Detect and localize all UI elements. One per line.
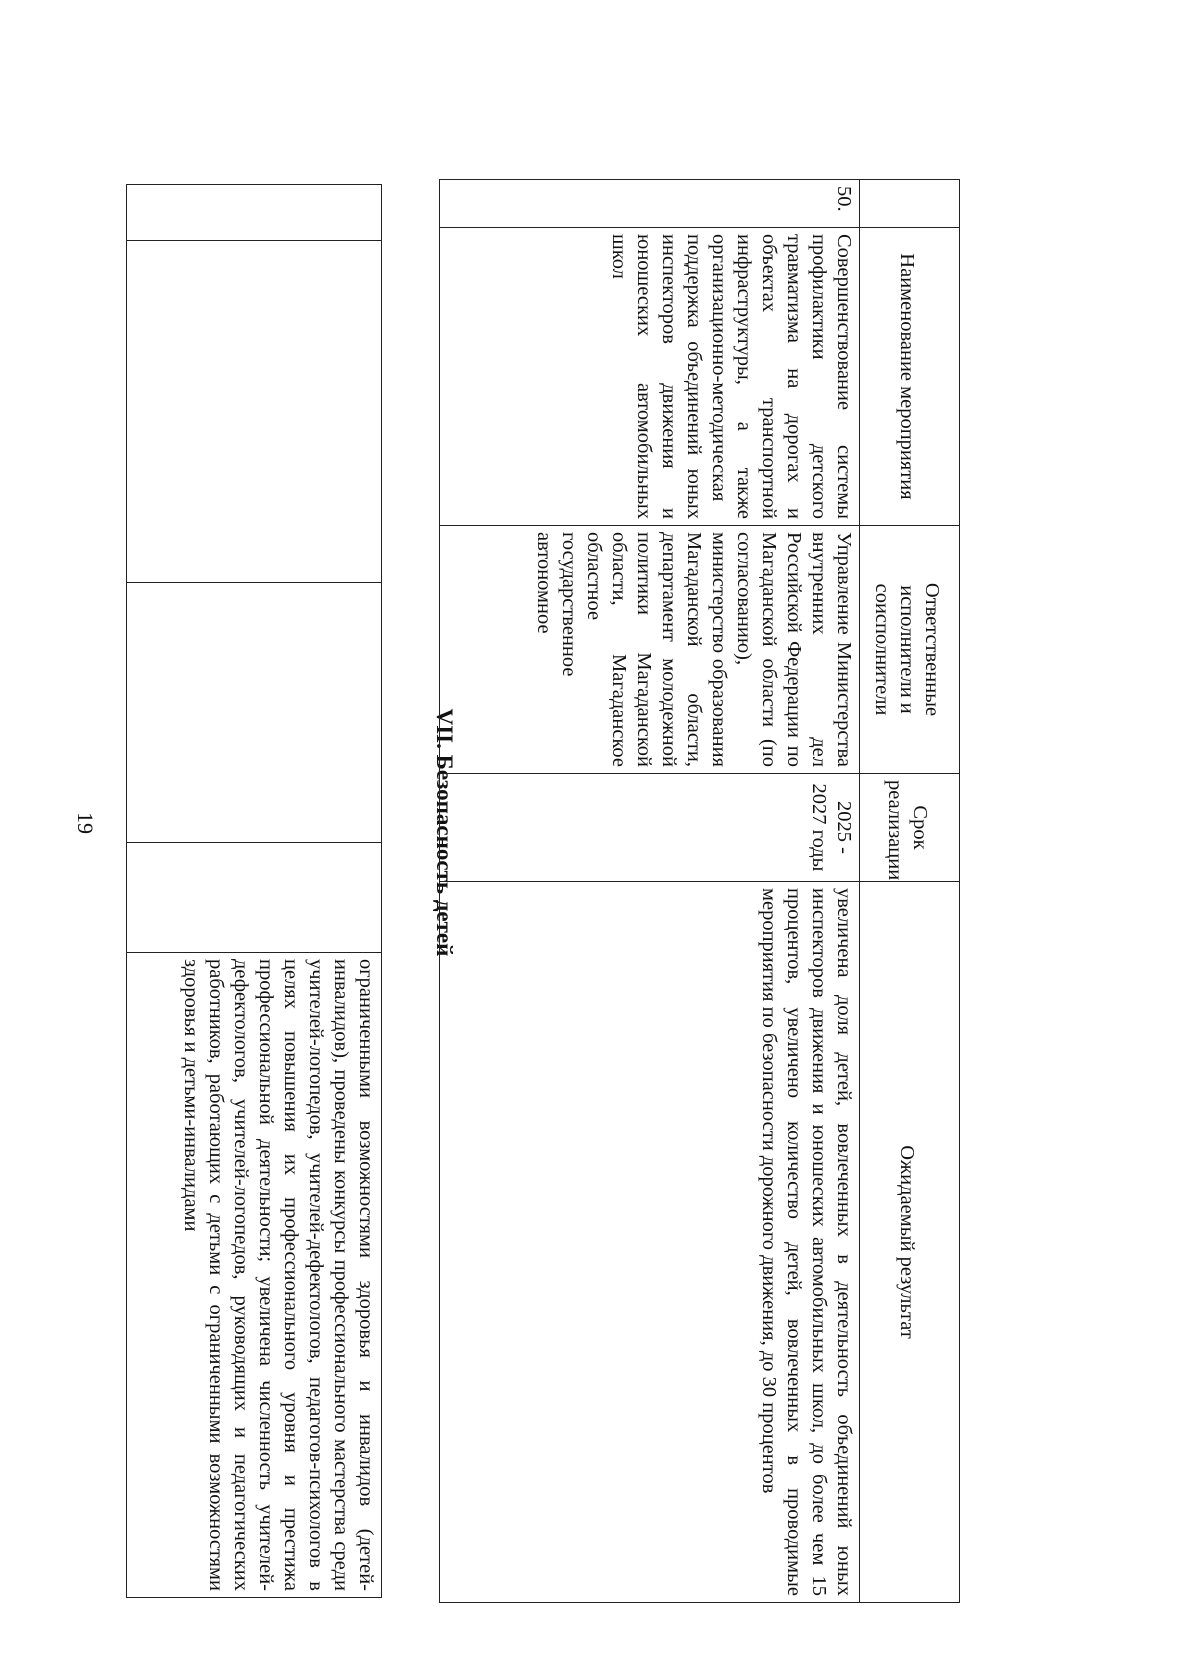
header-responsible: Ответственные исполнители и соисполнители: [860, 526, 960, 774]
continued-responsible-cell: [127, 583, 382, 843]
header-row: [860, 180, 960, 1603]
row-term: 2025 - 2027 годы: [440, 774, 860, 882]
header-term: Срок реализации: [860, 774, 960, 882]
row-responsible: Управление Министерства внутренних дел Российской Федерации по Магаданской области (по согласованию), министерство образования Магаданской области, департамент молодежной политики Магаданской области, Магаданское областное государственное автономное: [440, 526, 860, 774]
row-number: 50.: [440, 180, 860, 228]
safety-table: [439, 179, 960, 1603]
header-name: Наименование мероприятия: [860, 228, 960, 526]
continued-row: [127, 185, 382, 1598]
row-name: Совершенствование системы профилактики детского травматизма на дорогах и объектах транспортной инфраструктуры, а также организационно-методическая поддержка объединений юных инспекторов движения и юношеских автомобильных школ: [440, 228, 860, 526]
table-row: [440, 180, 860, 1603]
page-number: 19: [73, 812, 98, 834]
continued-name-cell: [127, 241, 382, 583]
section-title: VII. Безопасность детей: [432, 708, 457, 957]
header-number-cell: [860, 180, 960, 228]
row-result: увеличена доля детей, вовлеченных в деятельность объединений юных инспекторов движения и юношеских автомобильных школ, до более чем 15 процентов, увеличено количество детей, вовлеченных в проводимые мероприятия по безопасности дорожного движения, до 30 процентов: [440, 882, 860, 1603]
continued-table: [126, 184, 382, 1598]
continued-number-cell: [127, 185, 382, 241]
continued-result-cell: ограниченными возможностями здоровья и инвалидов (детей-инвалидов), проведены конкурсы профессионального мастерства среди учителей-логопедов, учителей-дефектологов, педагогов-психологов в целях повышения их профессионального уровня и престижа профессиональной деятельности; увеличена численность учителей-дефектологов, учителей-логопедов, руководящих и педагогических работников, работающих с детьми с ограниченными возможностями здоровья и детьми-инвалидами: [127, 953, 382, 1598]
continued-term-cell: [127, 843, 382, 953]
header-result: Ожидаемый результат: [860, 882, 960, 1603]
